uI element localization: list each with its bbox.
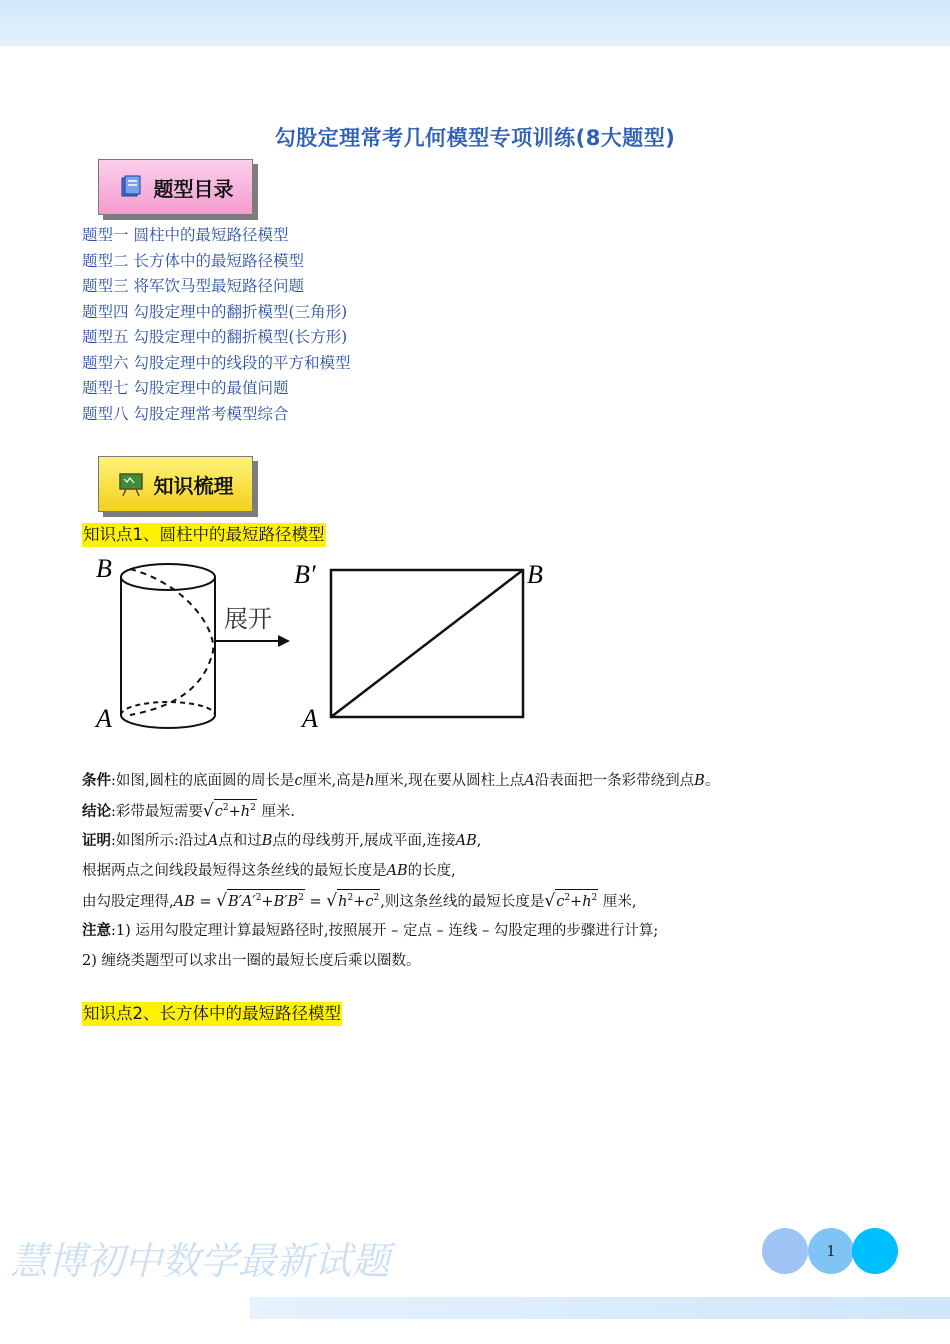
cylinder-label-a: A	[96, 704, 112, 733]
watermark-logo	[10, 1232, 391, 1332]
header-band	[0, 0, 950, 46]
toc-item[interactable]: 题型三 将军饮马型最短路径问题	[82, 277, 305, 295]
cylinder-unfold-figure	[90, 555, 560, 740]
footer-band	[250, 1297, 950, 1319]
toc-list	[82, 223, 351, 427]
page-bubble-right	[852, 1228, 898, 1274]
page-number: 1	[808, 1228, 854, 1274]
conclusion-line: 结论:彩带最短需要$√c^2+h^2$ 厘米.	[82, 801, 296, 821]
explanation-text	[82, 766, 719, 976]
proof-line: 证明:如图所示:沿过A点和过B点的母线剪开,展成平面,连接AB,	[82, 833, 482, 849]
book-icon	[118, 174, 144, 200]
toc-item[interactable]: 题型八 勾股定理常考模型综合	[82, 404, 289, 423]
toc-tab-label: 题型目录	[153, 176, 234, 201]
rect-label-b: B	[527, 560, 543, 589]
svg-text:慧博初中数学最新试题: 慧博初中数学最新试题	[10, 1239, 391, 1283]
toc-item[interactable]: 题型五 勾股定理中的翻折模型(长方形)	[82, 328, 348, 346]
kp1-heading: 知识点1、圆柱中的最短路径模型	[82, 523, 326, 547]
page-number-badge	[762, 1228, 902, 1278]
rect-label-a: A	[302, 704, 318, 733]
note-line: 注意:1) 运用勾股定理计算最短路径时,按照展开 – 定点 – 连线 – 勾股定理的步骤进行计算;	[82, 923, 659, 939]
rect-label-b-prime: B′	[294, 560, 316, 589]
unfolded-rectangle	[331, 570, 523, 717]
proof-line-3: 由勾股定理得$,AB = √B'A'^2+B'B^2 = √h^2+c^2$,则这条丝线的最短长度是$√c^2+h^2$ 厘米,	[82, 891, 637, 911]
toc-item[interactable]: 题型七 勾股定理中的最值问题	[82, 379, 289, 397]
knowledge-tab-label: 知识梳理	[153, 473, 234, 498]
condition-line: 条件:如图,圆柱的底面圆的周长是c厘米,高是h厘米,现在要从圆柱上点A沿表面把一条彩带绕到点B。	[82, 773, 720, 789]
proof-line-2: 根据两点之间线段最短得这条丝线的最短长度是AB的长度,	[82, 863, 456, 879]
unfold-label: 展开	[224, 605, 272, 633]
blackboard-icon	[118, 471, 144, 497]
toc-item[interactable]: 题型二 长方体中的最短路径模型	[82, 251, 305, 270]
unfold-arrow	[216, 635, 290, 647]
toc-item[interactable]: 题型六 勾股定理中的线段的平方和模型	[82, 353, 351, 372]
knowledge-tab	[98, 456, 253, 512]
toc-item[interactable]: 题型一 圆柱中的最短路径模型	[82, 226, 289, 244]
toc-tab	[98, 159, 253, 215]
page-bubble-left	[762, 1228, 808, 1274]
cylinder	[121, 564, 215, 728]
cylinder-label-b: B	[96, 554, 112, 583]
toc-item[interactable]: 题型四 勾股定理中的翻折模型(三角形)	[82, 302, 348, 321]
note-line-2: 2) 缠绕类题型可以求出一圈的最短长度后乘以圈数。	[82, 953, 421, 969]
kp2-heading: 知识点2、长方体中的最短路径模型	[82, 1002, 342, 1026]
page-title: 勾股定理常考几何模型专项训练(8大题型)	[274, 126, 676, 150]
